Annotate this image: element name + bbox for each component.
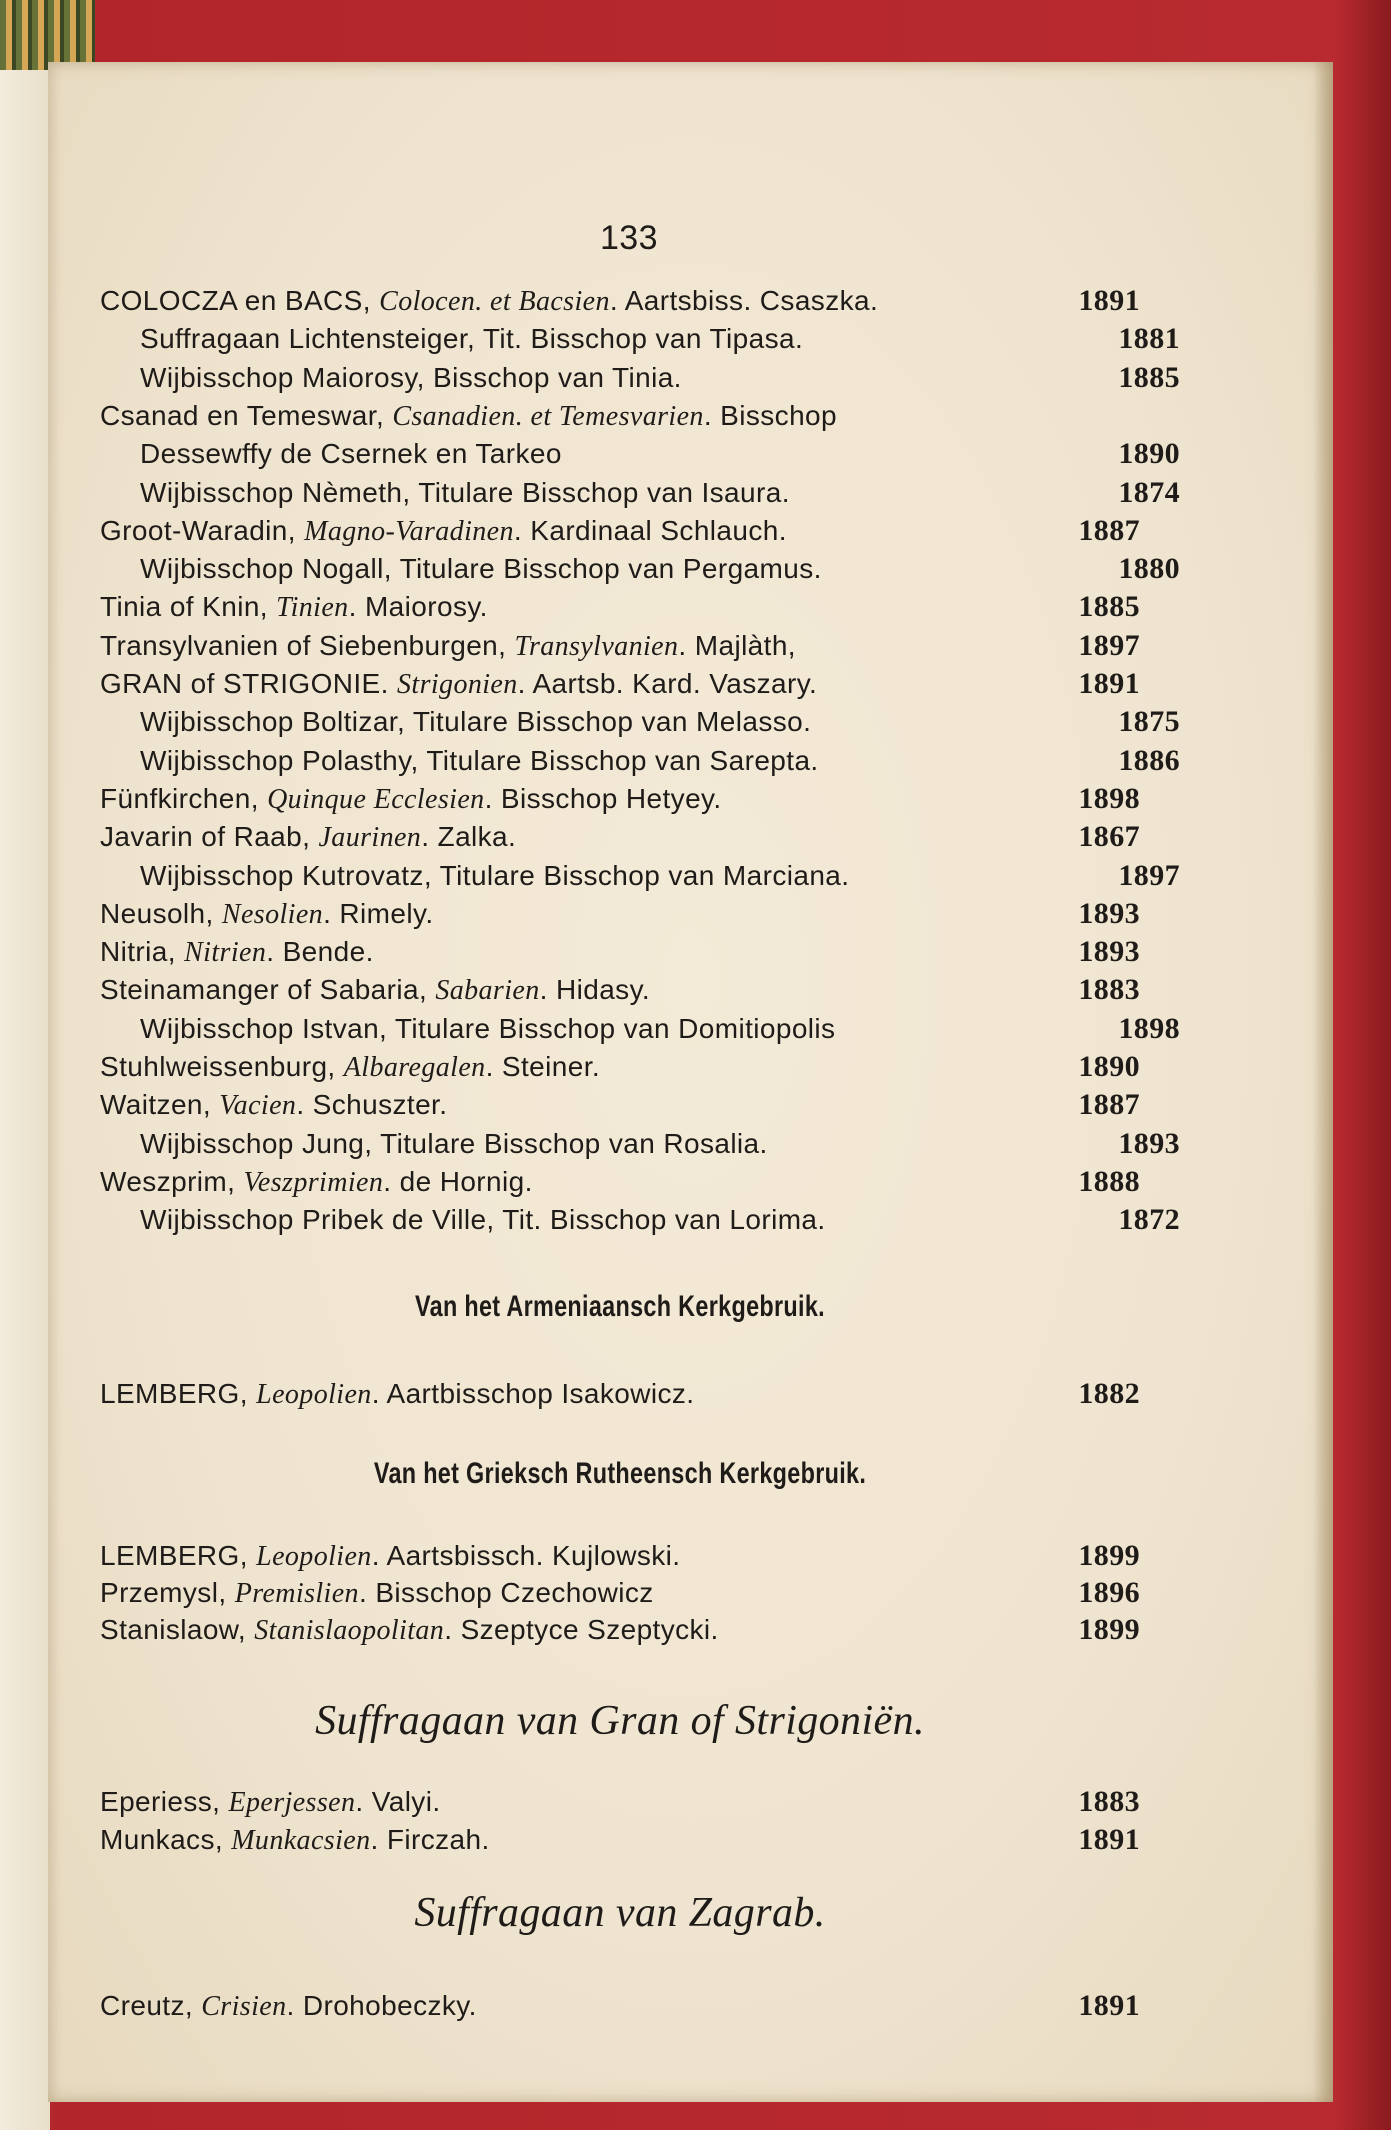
- entry-detail: . Majlàth,: [678, 629, 796, 661]
- entry-line: [100, 1010, 1180, 1048]
- entry-year: 1887: [1078, 1088, 1140, 1122]
- entry-year: 1880: [1118, 552, 1180, 586]
- entry-latin-name: Tinien: [276, 592, 349, 624]
- entry-detail: . Schuszter.: [296, 1089, 448, 1121]
- entry-line: [100, 627, 1140, 665]
- entry-place: Groot-Waradin,: [100, 514, 305, 546]
- entry-place: Steinamanger of Sabaria,: [100, 974, 436, 1006]
- entry-detail: . Maiorosy.: [348, 591, 488, 623]
- entry-place: Wijbisschop Jung, Titulare Bisschop van Rosalia.: [140, 1127, 768, 1159]
- entry-place: Wijbisschop Istvan, Titulare Bisschop van Domitiopolis: [140, 1012, 836, 1044]
- entry-line: [100, 742, 1180, 780]
- entry-detail: . Bisschop: [703, 399, 837, 431]
- entry-latin-name: Quinque Ecclesien: [267, 783, 485, 815]
- section-heading-zagrab: Suffragaan van Zagrab.: [414, 1890, 826, 1936]
- entry-place: Stanislaow,: [100, 1614, 255, 1645]
- entry-year: 1888: [1078, 1164, 1140, 1198]
- entry-line: [100, 320, 1180, 358]
- entry-text: [140, 550, 822, 588]
- entry-line: [100, 1537, 1140, 1575]
- entry-place: Wijbisschop Nèmeth, Titulare Bisschop van Isaura.: [140, 476, 790, 508]
- entry-line: [100, 1086, 1140, 1124]
- entry-text: [140, 320, 803, 358]
- entry-latin-name: Nitrien: [184, 937, 267, 969]
- entry-year: 1875: [1118, 705, 1180, 739]
- entry-text: [100, 1574, 654, 1613]
- entry-year: 1891: [1078, 1989, 1140, 2022]
- entry-year: 1882: [1078, 1377, 1140, 1410]
- entry-text: [100, 588, 488, 627]
- entry-latin-name: Leopolien: [256, 1379, 372, 1410]
- entry-detail: . Aartsbiss. Csaszka.: [609, 285, 879, 316]
- section-heading-greek: Van het Grieksch Rutheensch Kerkgebruik.: [373, 1457, 867, 1490]
- entry-text: [100, 971, 650, 1010]
- entry-line: [100, 780, 1140, 818]
- entry-text: [100, 282, 878, 321]
- entry-text: [140, 742, 819, 780]
- entry-text: [100, 1987, 477, 2026]
- entry-year: 1890: [1078, 1050, 1140, 1083]
- entry-place: LEMBERG,: [100, 1378, 257, 1409]
- entry-place: Weszprim,: [100, 1165, 244, 1197]
- entry-place: LEMBERG,: [100, 1540, 257, 1571]
- entry-place: Stuhlweissenburg,: [100, 1051, 344, 1082]
- entry-year: 1899: [1078, 1613, 1140, 1646]
- entry-year: 1898: [1078, 781, 1140, 815]
- entry-text: [100, 1375, 695, 1414]
- entry-place: Eperiess,: [100, 1786, 229, 1817]
- page-number: 133: [600, 219, 658, 257]
- entry-latin-name: Eperjessen: [228, 1787, 356, 1818]
- entry-text: [100, 933, 374, 972]
- entry-detail: . Bisschop Hetyey.: [484, 782, 722, 814]
- entry-latin-name: Jaurinen: [318, 822, 422, 854]
- entry-text: [100, 1163, 533, 1202]
- page-shadow: [1313, 62, 1333, 2102]
- entry-place: Csanad en Temeswar,: [100, 399, 393, 431]
- entry-line: [100, 665, 1140, 703]
- entry-text: [140, 359, 682, 397]
- entry-latin-name: Stanislaopolitan: [254, 1615, 445, 1646]
- entry-line: [100, 397, 1140, 435]
- entry-line: [100, 512, 1140, 550]
- entry-latin-name: Vacien: [219, 1090, 297, 1122]
- entry-line: [100, 818, 1140, 856]
- entry-text: [140, 1125, 768, 1163]
- entry-year: 1867: [1078, 820, 1140, 854]
- entry-text: [100, 1086, 447, 1125]
- entry-year: 1881: [1118, 322, 1180, 356]
- entry-place: Wijbisschop Maiorosy, Bisschop van Tinia.: [140, 361, 682, 393]
- book-page: [48, 62, 1333, 2102]
- entry-line: [100, 703, 1180, 741]
- entry-place: Suffragaan Lichtensteiger, Tit. Bisschop van Tipasa.: [140, 323, 804, 355]
- entry-line: [100, 1783, 1140, 1821]
- entry-line: [100, 588, 1140, 626]
- entry-year: 1896: [1078, 1576, 1140, 1609]
- entry-place: Wijbisschop Kutrovatz, Titulare Bisschop van Marciana.: [140, 859, 850, 891]
- entry-year: 1898: [1118, 1011, 1180, 1045]
- entry-line: [100, 895, 1140, 933]
- entry-line: [100, 1163, 1140, 1201]
- entry-year: 1891: [1078, 667, 1140, 700]
- entry-latin-name: Veszprimien: [243, 1166, 384, 1198]
- entry-year: 1899: [1078, 1539, 1140, 1572]
- entry-text: [100, 1537, 680, 1576]
- entry-year: 1885: [1078, 590, 1140, 624]
- entry-latin-name: Premislien: [234, 1578, 359, 1609]
- entry-place: Wijbisschop Nogall, Titulare Bisschop van Pergamus.: [140, 553, 822, 585]
- entry-place: Munkacs,: [100, 1824, 232, 1855]
- entry-latin-name: Strigonien: [396, 669, 518, 700]
- entry-latin-name: Nesolien: [221, 898, 324, 930]
- entry-latin-name: Crisien: [201, 1991, 287, 2022]
- entry-line: [100, 359, 1180, 397]
- entry-detail: . Drohobeczky.: [286, 1990, 477, 2021]
- entry-line: [100, 857, 1180, 895]
- entry-detail: . Zalka.: [421, 821, 517, 853]
- entry-text: [140, 857, 849, 895]
- entry-line: [100, 1375, 1140, 1413]
- entry-place: COLOCZA en BACS,: [100, 285, 380, 316]
- entry-year: 1887: [1078, 513, 1140, 547]
- entry-text: [100, 512, 787, 551]
- entry-text: [100, 1821, 490, 1860]
- entry-line: [100, 1048, 1140, 1086]
- entry-detail: . Aartsbissch. Kujlowski.: [371, 1540, 681, 1571]
- entry-line: [100, 1201, 1180, 1239]
- entry-place: Fünfkirchen,: [100, 782, 268, 814]
- entry-place: GRAN of STRIGONIE.: [100, 668, 397, 699]
- entry-year: 1891: [1078, 284, 1140, 317]
- entry-place: Transylvanien of Siebenburgen,: [100, 629, 515, 661]
- entry-latin-name: Sabarien: [435, 975, 540, 1007]
- entry-latin-name: Magno-Varadinen: [304, 515, 514, 547]
- entry-detail: . Bisschop Czechowicz: [358, 1577, 654, 1608]
- entry-detail: . Szeptyce Szeptycki.: [444, 1614, 719, 1645]
- entry-year: 1890: [1118, 437, 1180, 471]
- entry-text: [140, 435, 562, 473]
- entry-detail: . Kardinaal Schlauch.: [513, 514, 787, 546]
- entry-text: [140, 703, 811, 741]
- entry-text: [140, 1201, 826, 1239]
- entry-latin-name: Leopolien: [256, 1541, 372, 1572]
- entry-detail: . Aartsb. Kard. Vaszary.: [517, 668, 818, 699]
- entry-line: [100, 971, 1140, 1009]
- entry-text: [100, 1611, 719, 1650]
- entry-line: [100, 282, 1140, 320]
- entry-year: 1872: [1118, 1203, 1180, 1237]
- entry-year: 1897: [1078, 628, 1140, 662]
- entry-latin-name: Transylvanien: [514, 630, 679, 662]
- entry-latin-name: Albaregalen: [343, 1052, 486, 1083]
- entry-latin-name: Munkacsien: [231, 1825, 371, 1856]
- section-heading-gran: Suffragaan van Gran of Strigoniën.: [315, 1698, 925, 1744]
- entry-latin-name: Colocen. et Bacsien: [379, 286, 610, 317]
- entry-place: Creutz,: [100, 1990, 202, 2021]
- entry-detail: . Rimely.: [323, 897, 434, 929]
- entry-line: [100, 1821, 1140, 1859]
- entry-text: [100, 665, 817, 704]
- entry-latin-name: Csanadien. et Temesvarien: [392, 400, 704, 432]
- entry-detail: . Steiner.: [485, 1051, 601, 1082]
- entry-detail: . Hidasy.: [539, 974, 651, 1006]
- entry-text: [100, 397, 837, 436]
- entry-year: 1893: [1118, 1126, 1180, 1160]
- entry-text: [100, 895, 434, 934]
- entry-detail: . de Hornig.: [383, 1165, 533, 1197]
- entry-detail: . Valyi.: [355, 1786, 441, 1817]
- entry-place: Wijbisschop Polasthy, Titulare Bisschop van Sarepta.: [140, 744, 819, 776]
- entry-year: 1886: [1118, 743, 1180, 777]
- entry-detail: . Firczah.: [370, 1824, 490, 1855]
- entry-line: [100, 435, 1180, 473]
- entry-place: Wijbisschop Boltizar, Titulare Bisschop van Melasso.: [140, 706, 812, 738]
- entry-year: 1893: [1078, 896, 1140, 930]
- entry-line: [100, 1125, 1180, 1163]
- entry-place: Waitzen,: [100, 1089, 220, 1121]
- entry-line: [100, 474, 1180, 512]
- section-heading-armenian: Van het Armeniaansch Kerkgebruik.: [415, 1290, 825, 1323]
- adjacent-page-edge: [0, 70, 50, 2130]
- entry-place: Nitria,: [100, 936, 185, 968]
- entry-line: [100, 1987, 1140, 2025]
- entry-line: [100, 1611, 1140, 1649]
- entry-text: [140, 474, 790, 512]
- entry-text: [100, 627, 796, 666]
- entry-text: [100, 1783, 441, 1822]
- entry-year: 1885: [1118, 360, 1180, 394]
- entry-line: [100, 933, 1140, 971]
- entry-year: 1883: [1078, 973, 1140, 1007]
- entry-text: [140, 1010, 835, 1048]
- entry-year: 1891: [1078, 1823, 1140, 1856]
- entry-detail: . Bende.: [266, 936, 374, 968]
- entry-place: Neusolh,: [100, 897, 222, 929]
- entry-place: Wijbisschop Pribek de Ville, Tit. Bisschop van Lorima.: [140, 1204, 826, 1236]
- entry-line: [100, 1574, 1140, 1612]
- entry-text: [100, 1048, 600, 1087]
- entry-place: Dessewffy de Csernek en Tarkeo: [140, 438, 562, 470]
- entry-year: 1883: [1078, 1785, 1140, 1818]
- entry-year: 1893: [1078, 935, 1140, 969]
- entry-place: Tinia of Knin,: [100, 591, 277, 623]
- entry-line: [100, 550, 1180, 588]
- entry-text: [100, 780, 722, 819]
- entry-place: Przemysl,: [100, 1577, 235, 1608]
- entry-place: Javarin of Raab,: [100, 821, 319, 853]
- entry-detail: . Aartbisschop Isakowicz.: [371, 1378, 695, 1409]
- entry-year: 1874: [1118, 475, 1180, 509]
- entry-year: 1897: [1118, 858, 1180, 892]
- spine-decoration: [0, 0, 95, 70]
- entry-text: [100, 818, 516, 857]
